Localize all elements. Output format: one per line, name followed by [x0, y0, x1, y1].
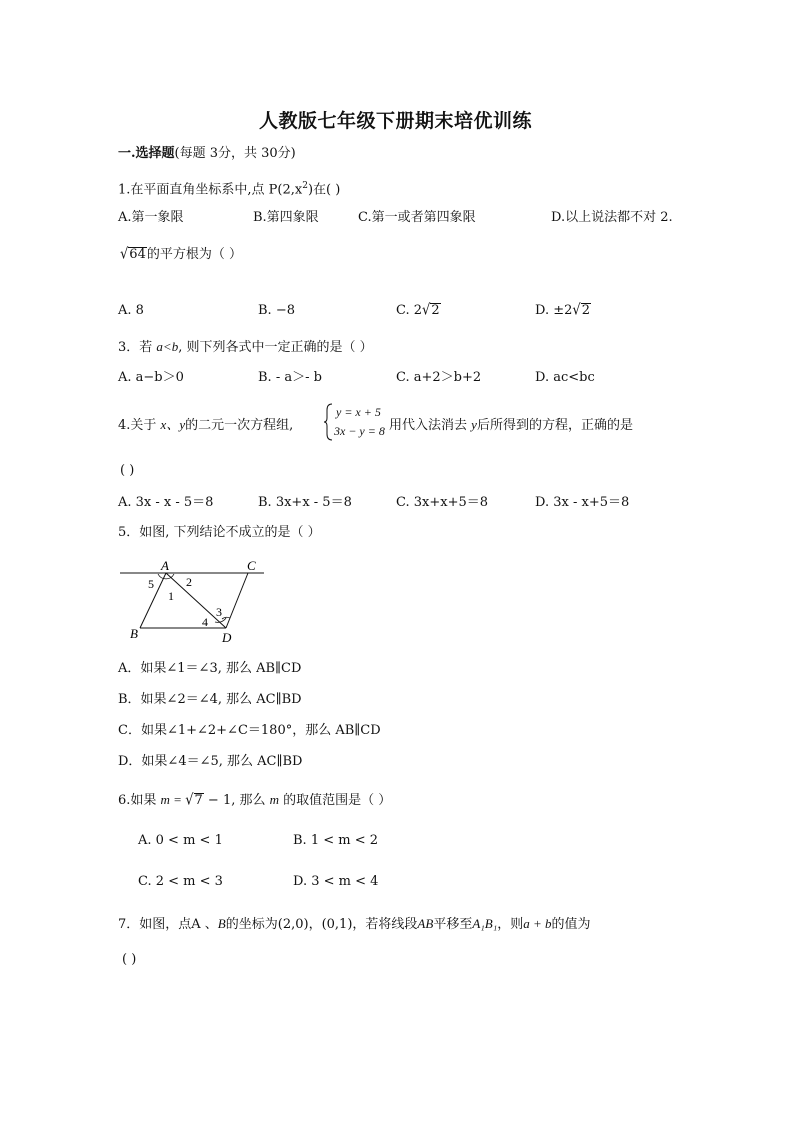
- q4-equation-2: 3x − y = 8: [334, 424, 385, 438]
- question-5-stem: 5．如图, 下列结论不成立的是（ ）: [118, 525, 321, 540]
- fig-angle-1: 1: [168, 589, 174, 603]
- q3-option-a: A. a−b＞0: [118, 370, 184, 385]
- q7-stem-part: 7．如图，点A 、: [118, 917, 218, 932]
- fig-angle-2: 2: [186, 575, 192, 589]
- q2-c-prefix: C. 2: [396, 303, 423, 318]
- sqrt-sign-icon: √: [422, 301, 431, 320]
- q4-stem-part: 4.关于: [118, 418, 157, 433]
- q7-answer-paren: ( ): [122, 952, 137, 967]
- q3-option-d: D. ac<bc: [535, 370, 595, 385]
- q1-stem-part: 1.在平面直角坐标系中,点 P(2,x: [118, 182, 303, 198]
- section-note: (每题 3分，共 30分): [174, 146, 296, 161]
- q7-segment: AB: [417, 916, 434, 931]
- sqrt-sign-icon: √: [185, 791, 194, 810]
- section-label: 一.选择题: [118, 146, 175, 161]
- q6-radicand: 7: [194, 793, 203, 808]
- q4-stem-continued: [389, 417, 633, 434]
- question-2-stem: [120, 247, 242, 263]
- q4-answer-paren: ( ): [120, 463, 135, 478]
- q6-option-a: A. 0 < m < 1: [138, 833, 223, 848]
- q1-superscript: 2: [302, 181, 308, 191]
- q3-condition: a<b: [156, 339, 179, 354]
- fig-angle-5: 5: [148, 577, 154, 591]
- q4-stem-part: 用代入法消去: [389, 418, 468, 433]
- q7-var-b: B: [217, 916, 226, 931]
- q2-radicand: 64: [129, 247, 146, 262]
- q3-stem-text: , 则下列各式中一定正确的是（ ）: [178, 340, 373, 355]
- q4-var-y: y: [471, 417, 477, 432]
- q2-option-b: B. −8: [258, 303, 295, 318]
- line-ad: [166, 573, 226, 628]
- fig-label-d: D: [222, 630, 232, 645]
- q2-d-prefix: D. ±2: [535, 303, 573, 318]
- question-3-stem: [118, 339, 373, 356]
- q4-stem-part: 的二元一次方程组,: [185, 418, 294, 433]
- left-brace-icon: [324, 402, 334, 442]
- q3-option-c: C. a+2＞b+2: [396, 370, 482, 385]
- q6-expr: m =: [160, 792, 186, 807]
- q5-option-c: C．如果∠1+∠2+∠C＝180°，那么 AB∥CD: [118, 723, 381, 738]
- q7-expr: a + b: [523, 916, 552, 931]
- q6-var: m: [269, 792, 280, 807]
- q1-option-b: B.第四象限: [253, 210, 319, 225]
- q3-option-b: B. - a＞- b: [258, 370, 322, 385]
- q5-figure: [118, 556, 268, 646]
- q6-stem-part: , 那么: [231, 793, 266, 808]
- q6-option-c: C. 2 < m < 3: [138, 874, 223, 889]
- q4-vars: x、y: [160, 417, 186, 432]
- question-1-stem: [118, 178, 340, 198]
- q4-equation-1: y = x + 5: [336, 405, 381, 419]
- q3-number: 3．若: [118, 340, 153, 355]
- q7-stem-part: 的坐标为: [225, 917, 278, 932]
- q2-option-d: [535, 303, 591, 319]
- q6-option-d: D. 3 < m < 4: [293, 874, 379, 889]
- q1-option-a: A.第一象限: [118, 210, 184, 225]
- q4-option-c: C. 3x+x+5＝8: [396, 495, 489, 510]
- q7-stem-part: ，若将线段: [352, 917, 418, 932]
- q6-expr: − 1: [203, 793, 232, 808]
- q1-stem-part: )在( ): [307, 182, 341, 198]
- q1-option-d: D.以上说法都不对 2.: [551, 210, 673, 225]
- sqrt-sign-icon: √: [120, 245, 129, 264]
- page-title: 人教版七年级下册期末培优训练: [259, 110, 533, 132]
- section-heading: [118, 146, 296, 162]
- fig-angle-4: 4: [202, 615, 208, 629]
- q4-option-a: A. 3x - x - 5＝8: [118, 495, 214, 510]
- q4-equation-system: [324, 402, 388, 442]
- q5-option-a: A．如果∠1＝∠3, 那么 AB∥CD: [118, 661, 302, 676]
- q6-stem-part: 的取值范围是（ ）: [283, 793, 392, 808]
- q2-option-a: A. 8: [118, 303, 144, 318]
- q7-stem-part: ，则: [497, 917, 524, 932]
- q2-stem-text: 的平方根为（ ）: [146, 247, 242, 262]
- question-6-stem: [118, 792, 391, 809]
- q4-option-d: D. 3x - x+5＝8: [535, 495, 630, 510]
- q5-option-b: B．如果∠2＝∠4, 那么 AC∥BD: [118, 692, 302, 707]
- fig-label-a: A: [161, 558, 169, 573]
- q2-c-radicand: 2: [431, 303, 440, 318]
- sqrt-sign-icon: √: [572, 301, 581, 320]
- q1-option-c: C.第一或者第四象限: [358, 210, 476, 225]
- question-4-stem: [118, 417, 293, 434]
- q5-option-d: D．如果∠4＝∠5, 那么 AC∥BD: [118, 754, 303, 769]
- q2-d-radicand: 2: [581, 303, 590, 318]
- fig-label-b: B: [130, 626, 138, 641]
- fig-label-c: C: [247, 558, 256, 573]
- fig-angle-3: 3: [216, 605, 222, 619]
- q7-segment-2: A₁B₁: [472, 916, 498, 931]
- q7-stem-part: 的值为: [551, 917, 591, 932]
- q4-stem-part: 后所得到的方程，正确的是: [476, 418, 633, 433]
- q4-option-b: B. 3x+x - 5＝8: [258, 495, 352, 510]
- q6-option-b: B. 1 < m < 2: [293, 833, 379, 848]
- q7-stem-part: 平移至: [433, 917, 473, 932]
- q7-coords: (2,0)，(0,1): [277, 917, 353, 932]
- question-7-stem: [118, 916, 591, 933]
- line-cd: [226, 573, 248, 628]
- q2-option-c: [396, 303, 441, 319]
- q6-stem-part: 6.如果: [118, 793, 157, 808]
